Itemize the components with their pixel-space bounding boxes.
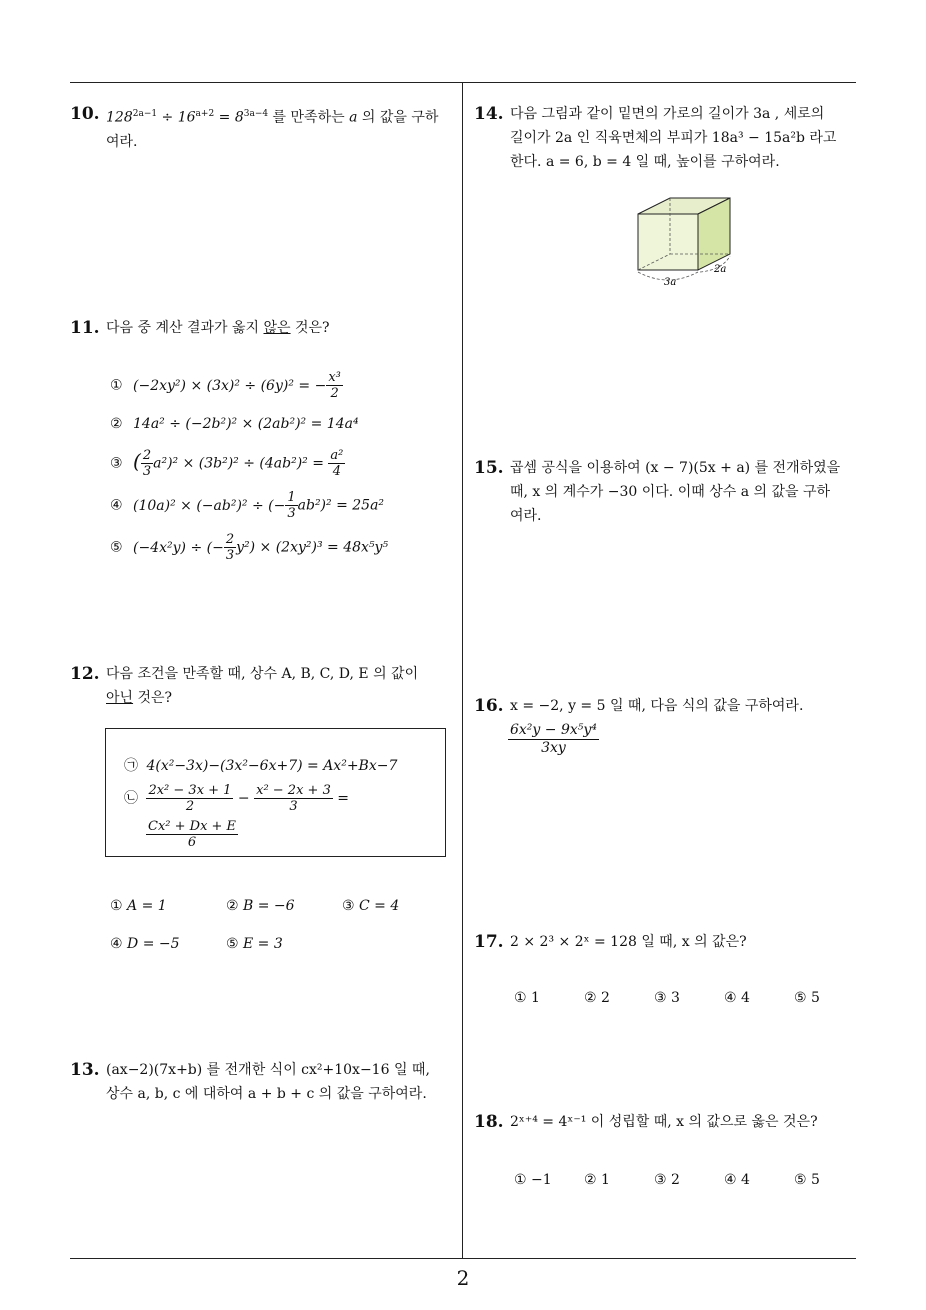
choice[interactable]: ⑤ E = 3 bbox=[226, 936, 283, 952]
choice[interactable]: ③ ( $\frac{2}{3}$ a²)² × (3b²)² ÷ (4ab²)² = $\frac{\text{a²}}{4}$ bbox=[110, 448, 344, 479]
question-text: 다음 중 계산 결과가 옳지 않은 것은? bbox=[106, 320, 330, 336]
choice[interactable]: ① A = 1 bbox=[110, 898, 167, 914]
condition-box bbox=[105, 728, 446, 857]
choice[interactable]: ③ C = 4 bbox=[342, 898, 400, 914]
choice[interactable]: ① (−2xy²) × (3x)² ÷ (6y)² = − $\frac{\text{x³}}{2}$ bbox=[110, 370, 341, 401]
question-text: 곱셈 공식을 이용하여 (x − 7)(5x + a) 를 전개하였을 때, x 의 계수가 −30 이다. 이때 상수 a 의 값을 구하 여라. bbox=[510, 460, 841, 524]
condition-2-rhs: $\frac{\text{Cx² + Dx + E}}{6}$ bbox=[148, 819, 237, 850]
width-label: 3a bbox=[664, 277, 677, 288]
choice[interactable]: ① −1 bbox=[514, 1172, 552, 1188]
choice[interactable]: ④ 4 bbox=[724, 1172, 750, 1188]
question-text: x = −2, y = 5 일 때, 다음 식의 값을 구하여라. bbox=[510, 698, 804, 714]
question-text: 다음 조건을 만족할 때, 상수 A, B, C, D, E 의 값이 아닌 것은? bbox=[106, 666, 419, 706]
question-number: 10. bbox=[70, 104, 100, 124]
choice[interactable]: ④ D = −5 bbox=[110, 936, 180, 952]
choice[interactable]: ② 1 bbox=[584, 1172, 610, 1188]
choice[interactable]: ② B = −6 bbox=[226, 898, 295, 914]
question-number: 18. bbox=[474, 1112, 504, 1132]
question-text: 2 × 2³ × 2ˣ = 128 일 때, x 의 값은? bbox=[510, 934, 747, 950]
choice[interactable]: ③ 2 bbox=[654, 1172, 680, 1188]
choice[interactable]: ⑤ (−4x²y) ÷ (− $\frac{2}{3}$ y²) × (2xy²)³ = 48x⁵y⁵ bbox=[110, 532, 389, 563]
condition-2: ㉡ $\frac{\text{2x² − 3x + 1}}{2}$ − $\frac{\text{x² − 2x + 3}}{3}$ = bbox=[124, 783, 350, 814]
choice[interactable]: ⑤ 5 bbox=[794, 1172, 820, 1188]
question-14 bbox=[474, 102, 860, 174]
question-16 bbox=[474, 694, 860, 718]
question-number: 14. bbox=[474, 104, 504, 124]
condition-1: ㉠ 4(x²−3x)−(3x²−6x+7) = Ax²+Bx−7 bbox=[124, 758, 398, 774]
column-divider bbox=[462, 82, 463, 1258]
question-number: 16. bbox=[474, 696, 504, 716]
question-11 bbox=[70, 316, 458, 340]
question-18 bbox=[474, 1110, 860, 1134]
footer-rule bbox=[70, 1258, 856, 1259]
question-17 bbox=[474, 930, 860, 954]
question-text: 2ˣ⁺⁴ = 4ˣ⁻¹ 이 성립할 때, x 의 값으로 옳은 것은? bbox=[510, 1114, 818, 1130]
question-text: (ax−2)(7x+b) 를 전개한 식이 cx²+10x−16 일 때, 상수 a, b, c 에 대하여 a + b + c 의 값을 구하여라. bbox=[106, 1062, 430, 1102]
cuboid-front-face bbox=[638, 214, 698, 270]
question-number: 13. bbox=[70, 1060, 100, 1080]
question-13 bbox=[70, 1058, 460, 1106]
question-number: 11. bbox=[70, 318, 100, 338]
question-text: 다음 그림과 같이 밑면의 가로의 길이가 3a , 세로의 길이가 2a 인 직육면체의 부피가 18a³ − 15a²b 라고 한다. a = 6, b = 4 일 때, 높이를 구하여라. bbox=[510, 106, 837, 170]
choice[interactable]: ④ 4 bbox=[724, 990, 750, 1006]
choice[interactable]: ① 1 bbox=[514, 990, 540, 1006]
question-15 bbox=[474, 456, 860, 528]
question-10 bbox=[70, 102, 458, 154]
q16-expression: $\frac{\text{6x²y − 9x⁵y⁴}}{3xy}$ bbox=[510, 722, 597, 756]
choice[interactable]: ④ (10a)² × (−ab²)² ÷ (− $\frac{1}{3}$ ab²)² = 25a² bbox=[110, 490, 385, 521]
question-number: 12. bbox=[70, 664, 100, 684]
choice[interactable]: ③ 3 bbox=[654, 990, 680, 1006]
choice[interactable]: ② 2 bbox=[584, 990, 610, 1006]
question-12 bbox=[70, 662, 458, 710]
question-number: 17. bbox=[474, 932, 504, 952]
depth-label: 2a bbox=[714, 264, 727, 275]
choice[interactable]: ⑤ 5 bbox=[794, 990, 820, 1006]
question-text: $128^{2a-1} \div 16^{a+2} = 8^{3a-4}$ 를 만족하는 a 의 값을 구하 여라. bbox=[106, 109, 439, 150]
question-number: 15. bbox=[474, 458, 504, 478]
choice[interactable]: ② 14a² ÷ (−2b²)² × (2ab²)² = 14a⁴ bbox=[110, 416, 359, 432]
cuboid-figure bbox=[626, 192, 746, 288]
page-number: 2 bbox=[456, 1266, 470, 1290]
header-rule bbox=[70, 82, 856, 83]
